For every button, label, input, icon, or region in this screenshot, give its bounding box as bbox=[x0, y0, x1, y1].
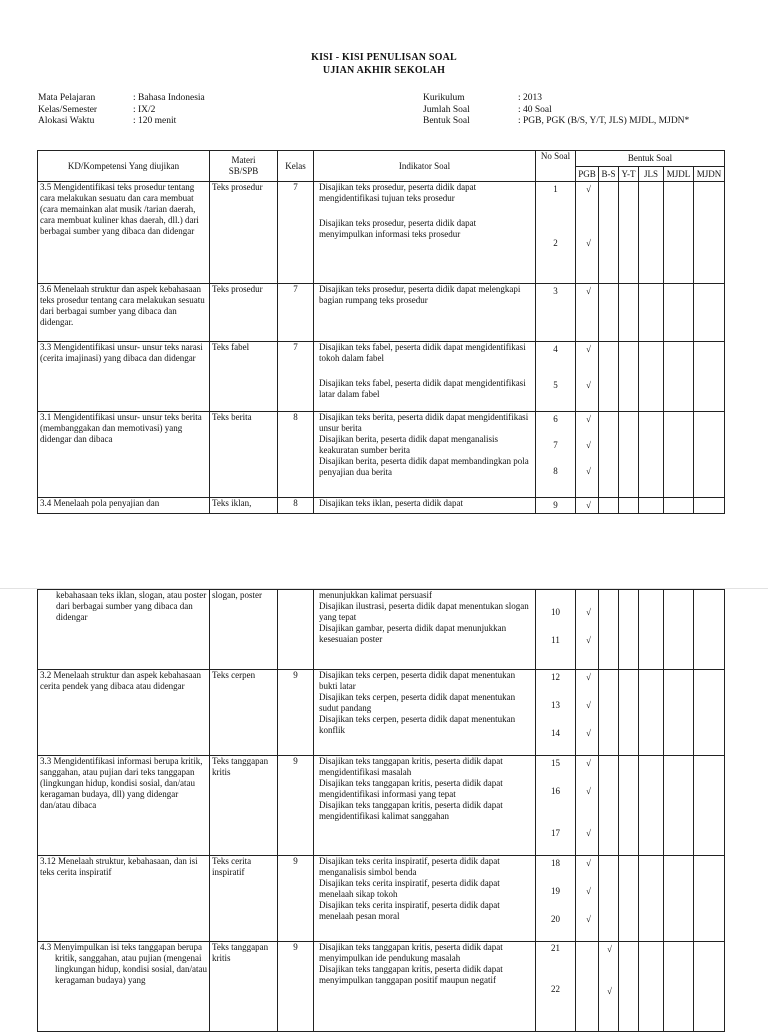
check-mark: √ bbox=[607, 985, 612, 996]
info-right-labels bbox=[423, 93, 470, 128]
no-soal-value: 7 bbox=[553, 439, 558, 450]
table-row bbox=[38, 756, 725, 856]
no-soal-value: 19 bbox=[551, 885, 560, 896]
kelas-cell: 9 bbox=[278, 942, 314, 1032]
info-left-labels bbox=[38, 93, 97, 128]
no-soal-value: 9 bbox=[553, 499, 558, 510]
no-soal-value: 11 bbox=[551, 634, 560, 645]
check-mark: √ bbox=[586, 499, 591, 510]
no-soal-value: 1 bbox=[553, 183, 558, 194]
table-row bbox=[38, 498, 725, 514]
check-mark: √ bbox=[586, 379, 591, 390]
no-soal-cell bbox=[536, 670, 576, 756]
kelas-cell bbox=[278, 590, 314, 670]
kd-cell: 3.3 Mengidentifikasi informasi berupa kritik, sanggahan, atau pujian dari teks tanggapan (lingkungan hidup, kondisi sosial, dan/atau keragaman budaya, dll) yang didengar dan/atau dibaca bbox=[38, 756, 210, 856]
indikator-text: Disajikan teks prosedur, peserta didik dapat mengidentifikasi tujuan teks prosedur bbox=[319, 182, 477, 203]
kd-cell: 3.4 Menelaah pola penyajian dan bbox=[38, 498, 210, 514]
column-header-materi bbox=[210, 151, 278, 182]
no-soal-value: 13 bbox=[551, 699, 560, 710]
check-mark: √ bbox=[586, 857, 591, 868]
indikator-text: Disajikan ilustrasi, peserta didik dapat menentukan slogan yang tepat bbox=[319, 601, 529, 622]
materi-cell: Teks tanggapan kritis bbox=[210, 942, 278, 1032]
no-soal-value: 20 bbox=[551, 913, 560, 924]
label-kurikulum: Kurikulum bbox=[423, 93, 465, 103]
indikator-cell bbox=[314, 342, 536, 412]
kelas-cell: 7 bbox=[278, 182, 314, 284]
materi-cell: Teks prosedur bbox=[210, 284, 278, 342]
indikator-cell bbox=[314, 412, 536, 498]
indikator-text: menunjukkan kalimat persuasif bbox=[319, 590, 432, 600]
materi-cell: Teks cerpen bbox=[210, 670, 278, 756]
check-mark: √ bbox=[586, 285, 591, 296]
check-mark: √ bbox=[586, 465, 591, 476]
kd-cell: 3.5 Mengidentifikasi teks prosedur tentang cara melakukan sesuatu dan cara membuat (cara memainkan alat musik /tarian daerah, cara membuat kuliner khas daerah, dll.) dari berbagai sumber yang dibaca dan didengar bbox=[38, 182, 210, 284]
materi-cell: Teks tanggapan kritis bbox=[210, 756, 278, 856]
no-soal-cell bbox=[536, 284, 576, 342]
column-header-kelas: Kelas bbox=[278, 151, 314, 182]
pgb-cell bbox=[576, 342, 599, 412]
kd-cell: 3.6 Menelaah struktur dan aspek kebahasaan teks prosedur tentang cara melakukan sesuatu dari berbagai sumber yang dibaca dan didengar. bbox=[38, 284, 210, 342]
column-header-pgb: PGB bbox=[576, 167, 599, 182]
check-mark: √ bbox=[586, 827, 591, 838]
pgb-cell bbox=[576, 856, 599, 942]
no-soal-cell bbox=[536, 756, 576, 856]
check-mark: √ bbox=[586, 727, 591, 738]
check-mark: √ bbox=[586, 343, 591, 354]
no-soal-value: 16 bbox=[551, 785, 560, 796]
kelas-cell: 8 bbox=[278, 498, 314, 514]
no-soal-cell bbox=[536, 342, 576, 412]
check-mark: √ bbox=[586, 634, 591, 645]
kisi-table-page-2 bbox=[37, 589, 725, 1032]
no-soal-value: 5 bbox=[553, 379, 558, 390]
pgb-cell bbox=[576, 590, 599, 670]
materi-cell: Teks iklan, bbox=[210, 498, 278, 514]
table-row bbox=[38, 856, 725, 942]
pgb-cell bbox=[576, 284, 599, 342]
document-page-2 bbox=[0, 588, 768, 1024]
indikator-text: Disajikan berita, peserta didik dapat menganalisis keakuratan sumber berita bbox=[319, 434, 498, 455]
kd-cell: kebahasaan teks iklan, slogan, atau poster dari berbagai sumber yang dibaca dan didengar bbox=[38, 590, 210, 670]
table-row bbox=[38, 284, 725, 342]
indikator-text: Disajikan teks prosedur, peserta didik dapat melengkapi bagian rumpang teks prosedur bbox=[319, 284, 521, 305]
bs-cell bbox=[599, 942, 619, 1032]
check-mark: √ bbox=[586, 413, 591, 424]
document-title: KISI - KISI PENULISAN SOAL bbox=[311, 52, 457, 63]
no-soal-value: 12 bbox=[551, 671, 560, 682]
no-soal-value: 14 bbox=[551, 727, 560, 738]
no-soal-value: 10 bbox=[551, 606, 560, 617]
kd-cell: 3.1 Mengidentifikasi unsur- unsur teks berita (membanggakan dan memotivasi) yang didengar dan dibaca bbox=[38, 412, 210, 498]
no-soal-value: 18 bbox=[551, 857, 560, 868]
materi-cell: slogan, poster bbox=[210, 590, 278, 670]
column-header-indikator: Indikator Soal bbox=[314, 151, 536, 182]
no-soal-value: 17 bbox=[551, 827, 560, 838]
indikator-cell bbox=[314, 498, 536, 514]
indikator-text: Disajikan teks tanggapan kritis, peserta didik dapat menyimpulkan tanggapan positif maupun negatif bbox=[319, 964, 503, 985]
kelas-cell: 9 bbox=[278, 756, 314, 856]
kelas-cell: 7 bbox=[278, 342, 314, 412]
indikator-text: Disajikan teks iklan, peserta didik dapat bbox=[319, 498, 463, 508]
table-row bbox=[38, 182, 725, 284]
indikator-text: Disajikan teks cerpen, peserta didik dapat menentukan konflik bbox=[319, 714, 516, 735]
label-alokasi-waktu: Alokasi Waktu bbox=[38, 116, 95, 126]
kd-cell: 3.12 Menelaah struktur, kebahasaan, dan isi teks cerita inspiratif bbox=[38, 856, 210, 942]
indikator-text: Disajikan teks cerita inspiratif, peserta didik dapat menelaah sikap tokoh bbox=[319, 878, 500, 899]
label-kelas-semester: Kelas/Semester bbox=[38, 104, 98, 115]
value-kurikulum: : 2013 bbox=[518, 93, 543, 103]
table-row bbox=[38, 412, 725, 498]
kelas-cell: 9 bbox=[278, 856, 314, 942]
check-mark: √ bbox=[607, 943, 612, 954]
column-header-yt: Y-T bbox=[619, 167, 639, 182]
kelas-cell: 9 bbox=[278, 670, 314, 756]
indikator-text: Disajikan teks prosedur, peserta didik dapat menyimpulkan informasi teks prosedur bbox=[319, 218, 477, 239]
check-mark: √ bbox=[586, 183, 591, 194]
no-soal-cell bbox=[536, 498, 576, 514]
indikator-text: Disajikan teks cerpen, peserta didik dapat menentukan sudut pandang bbox=[319, 692, 516, 713]
value-jumlah-soal: : 40 Soal bbox=[518, 104, 552, 115]
no-soal-value: 22 bbox=[551, 983, 560, 994]
indikator-cell bbox=[314, 756, 536, 856]
no-soal-value: 2 bbox=[553, 237, 558, 248]
pgb-cell bbox=[576, 412, 599, 498]
indikator-cell bbox=[314, 856, 536, 942]
kd-cell: 3.3 Mengidentifikasi unsur- unsur teks narasi (cerita imajinasi) yang dibaca dan didengar bbox=[38, 342, 210, 412]
pgb-cell bbox=[576, 670, 599, 756]
check-mark: √ bbox=[586, 757, 591, 768]
column-header-mjdn: MJDN bbox=[694, 167, 725, 182]
value-kelas-semester: : IX/2 bbox=[133, 104, 156, 115]
indikator-text: Disajikan teks tanggapan kritis, peserta didik dapat menyimpulkan ide pendukung masalah bbox=[319, 942, 503, 963]
pgb-cell bbox=[576, 182, 599, 284]
materi-cell: Teks prosedur bbox=[210, 182, 278, 284]
column-header-materi-line2: SB/SPB bbox=[228, 166, 259, 176]
no-soal-value: 3 bbox=[553, 285, 558, 296]
no-soal-value: 15 bbox=[551, 757, 560, 768]
column-header-jls: JLS bbox=[639, 167, 664, 182]
kd-text: 4.3 Menyimpulkan isi teks tanggapan berupa kritik, sanggahan, atau pujian (mengenai lingkungan hidup, kondisi sosial, dan/atau keragaman budaya) yang bbox=[40, 942, 207, 985]
no-soal-cell bbox=[536, 856, 576, 942]
check-mark: √ bbox=[586, 439, 591, 450]
materi-cell: Teks fabel bbox=[210, 342, 278, 412]
kisi-table-page-1 bbox=[37, 150, 725, 514]
column-header-materi-line1: Materi bbox=[231, 155, 256, 165]
no-soal-value: 4 bbox=[553, 343, 558, 354]
check-mark: √ bbox=[586, 785, 591, 796]
indikator-text: Disajikan teks cerpen, peserta didik dapat menentukan bukti latar bbox=[319, 670, 516, 691]
indikator-cell bbox=[314, 590, 536, 670]
check-mark: √ bbox=[586, 671, 591, 682]
kelas-cell: 7 bbox=[278, 284, 314, 342]
pgb-cell bbox=[576, 498, 599, 514]
column-header-kd: KD/Kompetensi Yang diujikan bbox=[38, 151, 210, 182]
check-mark: √ bbox=[586, 237, 591, 248]
table-row bbox=[38, 942, 725, 1032]
indikator-text: Disajikan teks tanggapan kritis, peserta didik dapat mengidentifikasi masalah bbox=[319, 756, 503, 777]
indikator-cell bbox=[314, 942, 536, 1032]
column-header-mjdl: MJDL bbox=[664, 167, 694, 182]
table-row bbox=[38, 590, 725, 670]
check-mark: √ bbox=[586, 699, 591, 710]
label-bentuk-soal: Bentuk Soal bbox=[423, 116, 470, 126]
indikator-cell bbox=[314, 670, 536, 756]
value-alokasi-waktu: : 120 menit bbox=[133, 116, 177, 126]
no-soal-cell bbox=[536, 182, 576, 284]
kd-cell: 3.2 Menelaah struktur dan aspek kebahasaan cerita pendek yang dibaca atau didengar bbox=[38, 670, 210, 756]
indikator-text: Disajikan teks berita, peserta didik dapat mengidentifikasi unsur berita bbox=[319, 412, 529, 433]
no-soal-value: 21 bbox=[551, 942, 560, 953]
pgb-cell bbox=[576, 756, 599, 856]
value-mata-pelajaran: : Bahasa Indonesia bbox=[133, 93, 205, 103]
label-mata-pelajaran: Mata Pelajaran bbox=[38, 93, 96, 103]
document-subtitle: UJIAN AKHIR SEKOLAH bbox=[322, 65, 446, 76]
kd-cell bbox=[38, 942, 210, 1032]
table-row bbox=[38, 670, 725, 756]
check-mark: √ bbox=[586, 885, 591, 896]
materi-cell: Teks cerita inspiratif bbox=[210, 856, 278, 942]
no-soal-value: 6 bbox=[553, 413, 558, 424]
indikator-text: Disajikan teks tanggapan kritis, peserta didik dapat mengidentifikasi informasi yang tepat bbox=[319, 778, 503, 799]
indikator-text: Disajikan teks cerita inspiratif, peserta didik dapat menganalisis simbol benda bbox=[319, 856, 500, 877]
indikator-text: Disajikan teks fabel, peserta didik dapat mengidentifikasi tokoh dalam fabel bbox=[319, 342, 526, 363]
check-mark: √ bbox=[586, 913, 591, 924]
indikator-cell bbox=[314, 182, 536, 284]
indikator-text: Disajikan teks fabel, peserta didik dapat mengidentifikasi latar dalam fabel bbox=[319, 378, 526, 399]
info-right-values bbox=[518, 93, 689, 128]
table-row bbox=[38, 342, 725, 412]
materi-cell: Teks berita bbox=[210, 412, 278, 498]
no-soal-cell bbox=[536, 942, 576, 1032]
kelas-cell: 8 bbox=[278, 412, 314, 498]
no-soal-cell bbox=[536, 590, 576, 670]
column-header-bs: B-S bbox=[599, 167, 619, 182]
column-header-no-soal: No Soal bbox=[536, 151, 576, 182]
indikator-text: Disajikan gambar, peserta didik dapat menunjukkan kesesuaian poster bbox=[319, 623, 507, 644]
no-soal-value: 8 bbox=[553, 465, 558, 476]
check-mark: √ bbox=[586, 606, 591, 617]
indikator-text: Disajikan berita, peserta didik dapat membandingkan pola penyajian dua berita bbox=[319, 456, 529, 477]
label-jumlah-soal: Jumlah Soal bbox=[423, 104, 470, 115]
value-bentuk-soal: : PGB, PGK (B/S, Y/T, JLS) MJDL, MJDN* bbox=[518, 116, 690, 126]
no-soal-cell bbox=[536, 412, 576, 498]
indikator-text: Disajikan teks cerita inspiratif, peserta didik dapat menelaah pesan moral bbox=[319, 900, 500, 921]
indikator-cell bbox=[314, 284, 536, 342]
indikator-text: Disajikan teks tanggapan kritis, peserta didik dapat mengidentifikasi kalimat sanggahan bbox=[319, 800, 503, 821]
column-header-bentuk-soal: Bentuk Soal bbox=[576, 151, 725, 167]
info-left-values bbox=[133, 93, 205, 128]
